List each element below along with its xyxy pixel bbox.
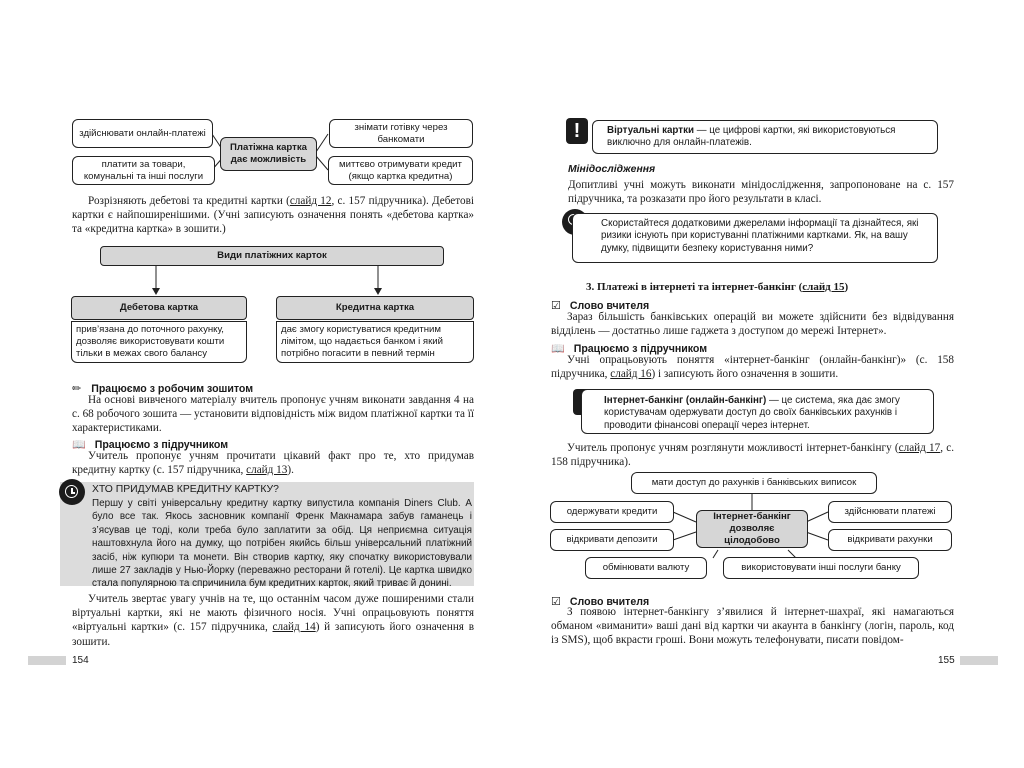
mini-research-heading: Мінідослідження	[568, 164, 656, 175]
diagram2-debit-desc: прив’язана до поточного рахунку, дозволяє використовувати кошти тільки в межах свого балансу	[71, 321, 247, 363]
term-internet-banking: Інтернет-банкінг (онлайн-банкінг)	[604, 395, 767, 406]
section-3-heading: 3. Платежі в інтернеті та інтернет-банкінг (слайд 15)	[586, 281, 849, 293]
slide-12-link: слайд 12	[289, 195, 332, 207]
teacher-heading-1: Слово вчителя	[569, 300, 650, 312]
diagram1-instant-credit: миттєво отримувати кредит (якщо картка кредитна)	[328, 156, 473, 185]
term-virtual-cards: Віртуальні картки	[607, 125, 694, 136]
diagram1-center: Платіжна картка дає можливість	[220, 137, 317, 171]
banking-features-paragraph: Учитель пропонує учням розглянути можливості інтернет-банкінгу (слайд 17, с. 158 підручника).	[551, 442, 955, 469]
left-page-bar	[28, 656, 66, 665]
definition-internet-banking: Інтернет-банкінг (онлайн-банкінг) — це система, яка дає змогу користувачам одержувати доступ до своїх банківських рахунків і проводити фінансові операції через інтернет.	[581, 389, 934, 434]
slide-14-link: слайд 14	[272, 621, 316, 634]
diagram1-pay-goods: платити за товари, комунальні та інші послуги	[72, 156, 215, 185]
teacher-text-1: Зараз більшість банківських операцій ви можете здійснити без відвідування відділень — достатньо лише гаджета з доступом до мережі Інтернет».	[551, 311, 954, 338]
book-icon: 📖	[72, 438, 86, 451]
diagram3-get-credits: одержувати кредити	[550, 501, 674, 523]
checkbox-icon: ☑	[551, 299, 561, 312]
book-icon: 📖	[551, 342, 565, 355]
textbook-heading-right: Працюємо з підручником	[573, 343, 708, 355]
diagram3-open-deposits: відкривати депозити	[550, 529, 674, 551]
teacher-text-2: З появою інтернет-банкінгу з’явилися й інтернет-шахраї, які намагаються обманом «виманити» ваші дані від картки чи акаунта в банкінгу (логін, пароль, код із SMS), щоб вкрасти гроші. Вони можуть телефонувати, писати повідом-	[551, 606, 954, 647]
research-question-box: Скористайтеся додатковими джерелами інформації та дізнайтеся, які ризики існують при користуванні платіжними картками. Як, на вашу думку, підвищити безпеку користування ними?	[572, 213, 938, 263]
virtual-cards-paragraph: Учитель звертає увагу учнів на те, що останнім часом дуже поширеними стали віртуальні картки, які не мають фізичного носія. Учні опрацьовують поняття «віртуальні картки» (с. 157 підручника, слайд 14) й записують його означення в зошити.	[72, 593, 474, 648]
textbook-heading: Працюємо з підручником	[94, 439, 229, 451]
diagram2-title: Види платіжних карток	[100, 246, 444, 266]
slide-16-link: слайд 16	[610, 368, 652, 381]
diagram3-exchange-currency: обмінювати валюту	[585, 557, 707, 579]
diagram3-center: Інтернет-банкінг дозволяє цілодобово	[696, 510, 808, 548]
page-number-left: 154	[72, 655, 89, 666]
workbook-text: На основі вивченого матеріалу вчитель пропонує учням виконати завдання 4 на с. 68 робочого зошита — установити відповідність між видом платіжної картки та її характеристиками.	[72, 394, 474, 435]
fact-text: Першу у світі універсальну кредитну картку випустила компанія Diners Club. А було все так. Якось засновник компанії Френк Макнамара забув гаманець і з’ясував це тоді, коли треба було заплатити за обід. Ця неприємна ситуація наштовхнула його на думку, що потрібен якийсь більш універсальний платіжний засіб, ніж купюри та монети. Він створив картку, яку спочатку використовували лише 27 закладів у Нью-Йорку (переважно ресторани й готелі). Це картка швидко стала популярною та спричинила бум кредитних карток, який триває й донині.	[92, 498, 472, 590]
exclamation-icon: !	[566, 118, 588, 144]
diagram2-credit-title: Кредитна картка	[276, 296, 474, 320]
textbook-text: Учитель пропонує учням прочитати цікавий факт про те, хто придумав кредитну картку (с. 157 підручника, слайд 13).	[72, 450, 474, 477]
diagram3-other-services: використовувати інші послуги банку	[723, 557, 919, 579]
diagram2-credit-desc: дає змогу користуватися кредитним лімітом, що надається банком і який потрібно погасити в певний термін	[276, 321, 474, 363]
page-number-right: 155	[938, 655, 955, 666]
slide-17-link: слайд 17	[898, 442, 941, 454]
diagram2-arrows	[140, 266, 400, 296]
workbook-heading: Працюємо з робочим зошитом	[91, 383, 254, 395]
diagram1-cash-withdraw: знімати готівку через банкомати	[329, 119, 473, 148]
paragraph-card-types: Розрізняють дебетові та кредитні картки (слайд 12, с. 157 підручника). Дебетові картки є найпоширенішими. (Учні записують означення понять «дебетова картка» та «кредитна картка» в зошити.)	[72, 195, 474, 236]
diagram3-open-accounts: відкривати рахунки	[828, 529, 952, 551]
alarm-clock-icon	[59, 479, 85, 505]
pencil-icon: ✏	[72, 382, 82, 395]
textbook-text-right: Учні опрацьовують поняття «інтернет-банкінг (онлайн-банкінг)» (с. 158 підручника, слайд 16) і записують його означення в зошити.	[551, 354, 954, 381]
diagram3-make-payments: здійснювати платежі	[828, 501, 952, 523]
teacher-heading-2: Слово вчителя	[569, 596, 650, 608]
diagram1-online-payments: здійснювати онлайн-платежі	[72, 119, 213, 148]
right-page-bar	[960, 656, 998, 665]
slide-15-link: слайд 15	[802, 281, 845, 293]
diagram2-debit-title: Дебетова картка	[71, 296, 247, 320]
mini-research-text: Допитливі учні можуть виконати мінідослідження, запропоноване на с. 157 підручника, та розказати про його результати в класі.	[568, 179, 954, 206]
diagram3-access-accounts: мати доступ до рахунків і банківських виписок	[631, 472, 877, 494]
fact-title: ХТО ПРИДУМАВ КРЕДИТНУ КАРТКУ?	[92, 484, 279, 495]
slide-13-link: слайд 13	[246, 464, 288, 477]
definition-virtual-cards: Віртуальні картки — це цифрові картки, які використовуються виключно для онлайн-платежів.	[592, 120, 938, 154]
checkbox-icon: ☑	[551, 595, 561, 608]
